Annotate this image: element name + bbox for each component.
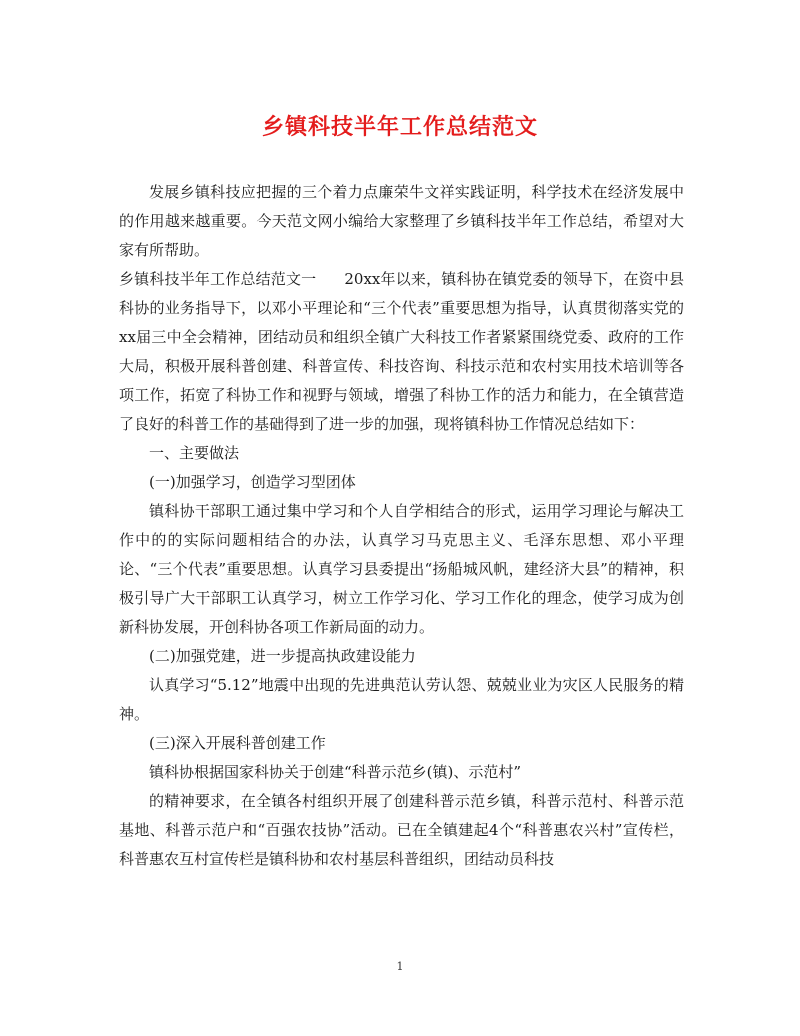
paragraph-study: 镇科协干部职工通过集中学习和个人自学相结合的形式，运用学习理论与解决工作中的的实际问题相结合的办法，认真学习马克思主义、毛泽东思想、邓小平理论、“三个代表”重要思想。认真学习县委提出“扬船城风帆，建经济大县”的精神，积极引导广大干部职工认真学习，树立工作学习化、学习工作化的理念，使学习成为创新科协发展，开创科协各项工作新局面的动力。	[119, 502, 684, 636]
document-title: 乡镇科技半年工作总结范文	[261, 114, 538, 140]
subheading-study: (一)加强学习，创造学习型团体	[149, 473, 356, 491]
subheading-party-building: (二)加强党建，进一步提高执政建设能力	[149, 647, 416, 665]
section-paragraph	[119, 265, 684, 439]
paragraph-science-popularization-b: 的精神要求，在全镇各村组织开展了创建科普示范乡镇，科普示范村、科普示范基地、科普示范户和“百强农技协”活动。已在全镇建起4个“科普惠农兴村”宣传栏，科普惠农互村宣传栏是镇科协和农村基层科普组织，团结动员科技	[119, 792, 684, 868]
page-number: 1	[396, 960, 404, 973]
paragraph-science-popularization-a: 镇科协根据国家科协关于创建“科普示范乡(镇)、示范村”	[149, 763, 522, 781]
subheading-science-popularization: (三)深入开展科普创建工作	[149, 734, 326, 752]
section-intro: 20xx年以来，镇科协在镇党委的领导下，在资中县科协的业务指导下，以邓小平理论和“三个代表”重要思想为指导，认真贯彻落实党的xx届三中全会精神，团结动员和组织全镇广大科技工作者紧紧围绕党委、政府的工作大局，积极开展科普创建、科普宣传、科技咨询、科技示范和农村实用技术培训等各项工作，拓宽了科协工作和视野与领域，增强了科协工作的活力和能力，在全镇营造了良好的科普工作的基础得到了进一步的加强，现将镇科协工作情况总结如下：	[119, 270, 684, 433]
section-label: 乡镇科技半年工作总结范文一	[119, 270, 317, 288]
heading-main-approach: 一、主要做法	[149, 444, 240, 462]
intro-paragraph: 发展乡镇科技应把握的三个着力点廉荣牛文祥实践证明，科学技术在经济发展中的作用越来越重要。今天范文网小编给大家整理了乡镇科技半年工作总结，希望对大家有所帮助。	[119, 183, 684, 259]
document-body	[119, 178, 684, 874]
paragraph-party-building: 认真学习“5.12”地震中出现的先进典范认劳认怨、兢兢业业为灾区人民服务的精神。	[119, 676, 684, 723]
